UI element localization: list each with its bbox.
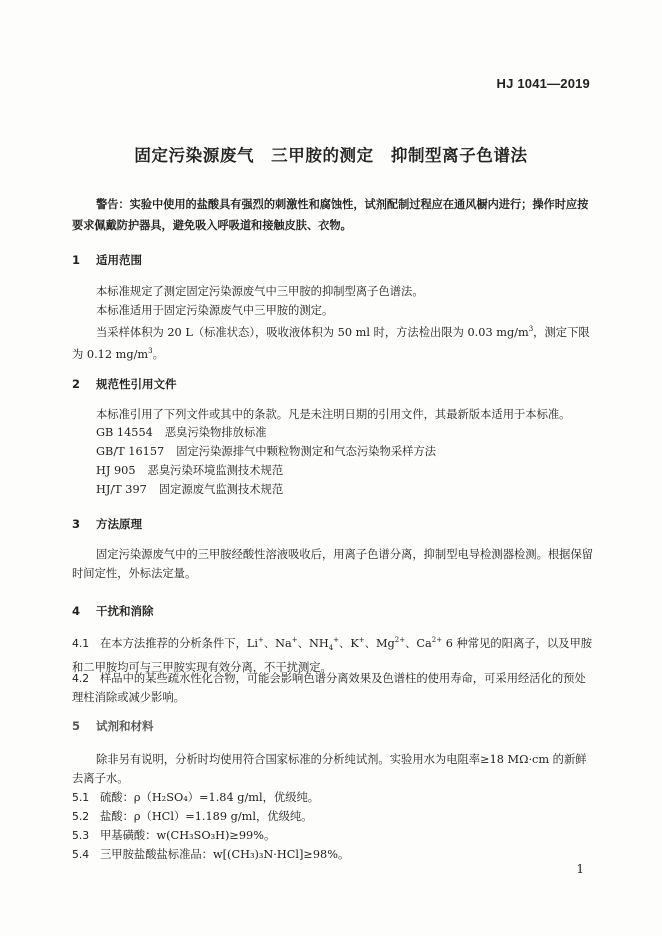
subscript: 4 <box>328 644 334 653</box>
text-run: ，测定下限为 0.12 mg/m <box>72 325 590 361</box>
document-title: 固定污染源废气 三甲胺的测定 抑制型离子色谱法 <box>134 146 528 165</box>
text-run: 、Na <box>263 636 292 650</box>
text-run: 、NH <box>297 636 329 650</box>
page-number: 1 <box>576 862 584 876</box>
section-title: 试剂和材料 <box>96 719 154 733</box>
superscript: 2+ <box>431 636 443 644</box>
clause-text: 甲基磺酸：w(CH₃SO₃H)≥99%。 <box>100 829 276 842</box>
text-run: 、Mg <box>364 636 395 650</box>
clause-text: 三甲胺盐酸盐标准品：w[(CH₃)₃N·HCl]≥98%。 <box>100 848 350 861</box>
clause-number: 5.1 <box>72 791 90 804</box>
clause-5-1 <box>72 788 594 807</box>
superscript: 3 <box>528 325 534 333</box>
section-title: 适用范围 <box>96 253 143 267</box>
section-title: 方法原理 <box>96 517 143 531</box>
section-number: 3 <box>72 517 81 531</box>
text-run: 在本方法推荐的分析条件下，Li <box>100 636 258 650</box>
reference-item <box>96 424 267 440</box>
clause-number: 5.3 <box>72 829 90 842</box>
reference-code: GB 14554 <box>96 426 153 439</box>
section-1-paragraph-2: 本标准适用于固定污染源废气中三甲胺的测定。 <box>96 304 334 317</box>
section-2-intro: 本标准引用了下列文件或其中的条款。凡是未注明日期的引用文件，其最新版本适用于本标准。 <box>96 408 571 421</box>
clause-5-2 <box>72 807 594 826</box>
reference-item <box>96 443 436 459</box>
text-run: 6 种常见的阳离子，以及甲胺和二甲胺均可与三甲胺实现有效分离，不干扰测定。 <box>72 636 593 675</box>
reference-item <box>96 462 283 478</box>
reference-code: GB/T 16157 <box>96 445 165 458</box>
section-title: 干扰和消除 <box>96 604 154 618</box>
warning-paragraph: 警告：实验中使用的盐酸具有强烈的刺激性和腐蚀性，试剂配制过程应在通风橱内进行；操作时应按要求佩戴防护器具，避免吸入呼吸道和接触皮肤、衣物。 <box>72 198 589 232</box>
reference-item <box>96 481 283 497</box>
clause-number: 4.1 <box>72 636 90 650</box>
superscript: 2+ <box>394 636 406 644</box>
reference-name: 恶臭污染环境监测技术规范 <box>147 464 284 477</box>
section-1-paragraph-1: 本标准规定了测定固定污染源废气中三甲胺的抑制型离子色谱法。 <box>96 285 424 298</box>
clause-text: 硫酸：ρ（H₂SO₄）=1.84 g/ml，优级纯。 <box>100 791 320 804</box>
section-number: 2 <box>72 377 81 391</box>
clause-text: 盐酸：ρ（HCl）=1.189 g/ml，优级纯。 <box>100 810 313 823</box>
reference-name: 固定污染源排气中颗粒物测定和气态污染物采样方法 <box>176 445 437 458</box>
superscript: + <box>257 636 264 644</box>
text-run: 。 <box>152 347 164 361</box>
text-run: 、K <box>339 636 359 650</box>
clause-number: 5.4 <box>72 848 90 861</box>
standard-code: HJ 1041—2019 <box>496 76 590 91</box>
superscript: 3 <box>148 346 153 355</box>
section-5-intro: 除非另有说明，分析时均使用符合国家标准的分析纯试剂。实验用水为电阻率≥18 MΩ·cm 的新鲜去离子水。 <box>72 753 587 785</box>
section-3-paragraph: 固定污染源废气中的三甲胺经酸性溶液吸收后，用离子色谱分离，抑制型电导检测器检测。根据保留时间定性，外标法定量。 <box>72 548 594 580</box>
section-number: 5 <box>72 719 81 733</box>
section-title: 规范性引用文件 <box>96 377 177 391</box>
clause-number: 5.2 <box>72 810 90 823</box>
section-4-heading <box>72 603 154 619</box>
clause-5-3 <box>72 826 594 845</box>
section-2-heading <box>72 376 177 392</box>
section-number: 1 <box>72 253 81 267</box>
clause-5-4 <box>72 845 594 864</box>
superscript: + <box>291 636 298 644</box>
section-1-heading <box>72 252 142 268</box>
section-1-paragraph-3 <box>72 320 594 364</box>
reference-code: HJ 905 <box>96 464 136 477</box>
reference-code: HJ/T 397 <box>96 483 147 496</box>
superscript: + <box>358 636 365 644</box>
clause-4-2 <box>72 669 594 707</box>
section-5-heading <box>72 718 154 734</box>
reference-name: 恶臭污染物排放标准 <box>164 426 267 439</box>
reference-name: 固定源废气监测技术规范 <box>158 483 284 496</box>
clause-number: 4.2 <box>72 672 90 685</box>
superscript: + <box>333 636 340 644</box>
section-3-heading <box>72 516 142 532</box>
clause-text: 样品中的某些疏水性化合物，可能会影响色谱分离效果及色谱柱的使用寿命，可采用经活化的预处理柱消除或减少影响。 <box>72 672 586 704</box>
text-run: 、Ca <box>405 636 432 650</box>
section-number: 4 <box>72 604 81 618</box>
text-run: 当采样体积为 20 L（标准状态），吸收液体积为 50 ml 时，方法检出限为 0.03 mg/m <box>96 325 529 339</box>
